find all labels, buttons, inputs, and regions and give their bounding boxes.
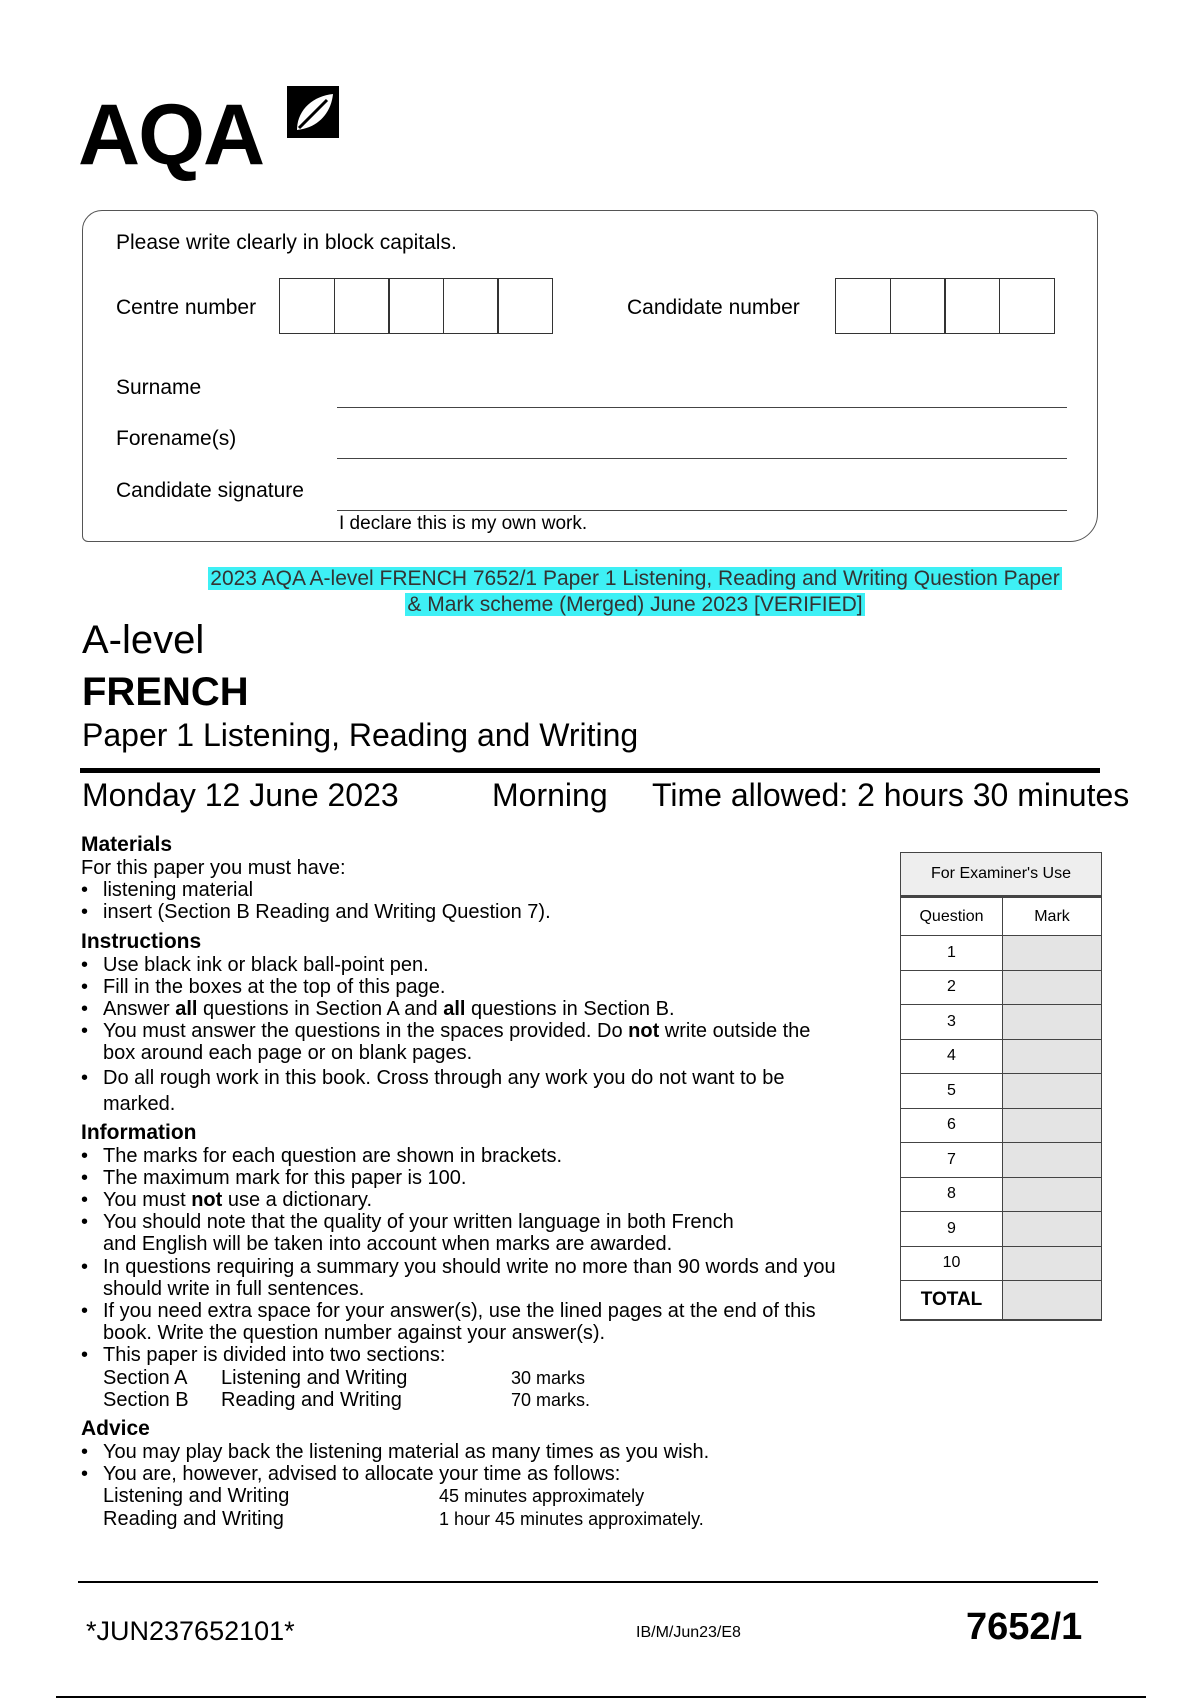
front-page-instructions xyxy=(81,833,881,1530)
allocation-part: Reading and Writing xyxy=(103,1507,284,1530)
section-marks: 70 marks. xyxy=(511,1389,591,1410)
section-name: Section A xyxy=(103,1366,188,1389)
footer-divider xyxy=(78,1581,1098,1583)
digit-box[interactable] xyxy=(334,278,390,334)
question-column-header: Question xyxy=(900,898,1003,935)
materials-intro: For this paper you must have: xyxy=(81,857,346,879)
divider xyxy=(80,768,1100,773)
mark-cell[interactable] xyxy=(1003,1005,1102,1039)
candidate-number-boxes[interactable] xyxy=(835,278,1055,334)
paper-reference: IB/M/Jun23/E8 xyxy=(636,1624,741,1641)
allocation-row xyxy=(103,1508,881,1530)
question-number: 1 xyxy=(900,936,1003,970)
list-item xyxy=(81,998,881,1020)
question-number: 9 xyxy=(900,1212,1003,1246)
page-bottom-border xyxy=(56,1696,1146,1698)
text-run: use a dictionary. xyxy=(222,1189,373,1212)
text-run: You must xyxy=(103,1189,192,1212)
table-row xyxy=(900,1040,1102,1075)
table-row xyxy=(900,1005,1102,1040)
section-row xyxy=(103,1389,881,1411)
mark-cell[interactable] xyxy=(1003,1109,1102,1143)
section-marks: 30 marks xyxy=(511,1367,586,1388)
table-row xyxy=(900,936,1102,971)
question-number: 8 xyxy=(900,1178,1003,1212)
banner-line-1: 2023 AQA A-level FRENCH 7652/1 Paper 1 Listening, Reading and Writing Question Paper xyxy=(210,567,1060,590)
text-run: questions in Section B. xyxy=(465,998,675,1021)
logo-text: AQA xyxy=(78,87,264,183)
surname-label: Surname xyxy=(116,376,202,399)
table-header-row xyxy=(900,896,1102,936)
allocation-time: 1 hour 45 minutes approximately. xyxy=(439,1508,704,1529)
advice-list xyxy=(81,1441,881,1485)
candidate-details-box xyxy=(82,210,1098,542)
title-banner xyxy=(140,566,1130,618)
information-heading: Information xyxy=(81,1120,197,1144)
list-item: • In questions requiring a summary you should write no more than 90 words and you should write in full sentences. xyxy=(81,1256,883,1300)
emphasis: all xyxy=(175,998,198,1021)
text-run: Answer xyxy=(103,998,176,1021)
list-item xyxy=(81,1189,881,1211)
aqa-logo xyxy=(78,80,378,190)
question-number: 5 xyxy=(900,1074,1003,1108)
digit-box[interactable] xyxy=(279,278,335,334)
question-number: 7 xyxy=(900,1143,1003,1177)
mark-cell[interactable] xyxy=(1003,1074,1102,1108)
instructions-heading: Instructions xyxy=(81,929,202,953)
declaration-text: I declare this is my own work. xyxy=(339,513,588,534)
mark-cell[interactable] xyxy=(1003,1247,1102,1281)
section-name: Section B xyxy=(103,1388,189,1411)
time-allocation-table xyxy=(81,1485,881,1529)
digit-box[interactable] xyxy=(999,278,1055,334)
list-item: • Use black ink or black ball-point pen. xyxy=(81,954,881,976)
advice-heading: Advice xyxy=(81,1417,150,1441)
text-run: You must answer the questions in the spaces provided. Do xyxy=(103,1020,629,1043)
list-item: • Do all rough work in this book. Cross through any work you do not want to be marked. xyxy=(81,1065,843,1117)
list-item: • insert (Section B Reading and Writing Question 7). xyxy=(81,901,881,923)
qualification-level: A-level xyxy=(82,618,205,662)
list-item: • Fill in the boxes at the top of this page. xyxy=(81,976,881,998)
table-row xyxy=(900,1212,1102,1247)
exam-date: Monday 12 June 2023 xyxy=(82,777,399,813)
signature-field[interactable] xyxy=(337,510,1067,511)
emphasis: all xyxy=(443,998,466,1021)
exam-session: Morning xyxy=(492,777,608,813)
mark-column-header: Mark xyxy=(1003,898,1102,935)
surname-field[interactable] xyxy=(337,407,1067,408)
table-row xyxy=(900,1109,1102,1144)
section-title: Listening and Writing xyxy=(221,1366,408,1389)
digit-box[interactable] xyxy=(497,278,553,334)
examiners-use-title: For Examiner's Use xyxy=(900,852,1102,896)
emphasis: not xyxy=(628,1020,660,1043)
table-row xyxy=(900,971,1102,1006)
barcode-text: *JUN237652101* xyxy=(86,1616,295,1646)
list-item: • The marks for each question are shown in brackets. xyxy=(81,1145,881,1167)
table-row xyxy=(900,1074,1102,1109)
information-list xyxy=(81,1145,881,1367)
question-number: 4 xyxy=(900,1040,1003,1074)
leaf-icon xyxy=(283,80,343,142)
forenames-label: Forename(s) xyxy=(116,427,237,450)
allocation-part: Listening and Writing xyxy=(103,1485,290,1508)
table-row xyxy=(900,1143,1102,1178)
list-item: • You may play back the listening material as many times as you wish. xyxy=(81,1441,881,1463)
time-allowed: Time allowed: 2 hours 30 minutes xyxy=(652,777,1130,813)
emphasis: not xyxy=(191,1189,223,1212)
list-item: • This paper is divided into two sections: xyxy=(81,1344,881,1366)
examiners-use-table xyxy=(900,852,1102,1321)
mark-cell[interactable] xyxy=(1003,971,1102,1005)
list-item: • You should note that the quality of your written language in both French and English will be taken into account when marks are awarded. xyxy=(81,1211,753,1255)
digit-box[interactable] xyxy=(443,278,499,334)
section-title: Reading and Writing xyxy=(221,1388,402,1411)
subject-title: FRENCH xyxy=(82,670,249,714)
question-number: 6 xyxy=(900,1109,1003,1143)
digit-box[interactable] xyxy=(890,278,946,334)
signature-label: Candidate signature xyxy=(116,479,304,502)
mark-cell[interactable] xyxy=(1003,1040,1102,1074)
materials-heading: Materials xyxy=(81,833,173,856)
mark-cell[interactable] xyxy=(1003,936,1102,970)
table-row xyxy=(900,1247,1102,1282)
table-row xyxy=(900,1178,1102,1213)
mark-cell[interactable] xyxy=(1003,1178,1102,1212)
block-capitals-instruction: Please write clearly in block capitals. xyxy=(116,231,457,254)
digit-box[interactable] xyxy=(835,278,891,334)
forenames-field[interactable] xyxy=(337,458,1067,459)
list-item: • If you need extra space for your answer(s), use the lined pages at the end of this book. Write the question number against your answer(s). xyxy=(81,1300,843,1344)
digit-box[interactable] xyxy=(944,278,1000,334)
centre-number-boxes[interactable] xyxy=(279,278,553,334)
sections-table xyxy=(81,1367,881,1411)
total-label: TOTAL xyxy=(900,1281,1003,1319)
total-mark-cell[interactable] xyxy=(1003,1281,1102,1319)
digit-box[interactable] xyxy=(388,278,444,334)
total-row xyxy=(900,1281,1102,1321)
banner-line-2: & Mark scheme (Merged) June 2023 [VERIFIED] xyxy=(407,593,863,616)
question-number: 10 xyxy=(900,1247,1003,1281)
list-item: • The maximum mark for this paper is 100. xyxy=(81,1167,881,1189)
materials-list xyxy=(81,879,881,923)
list-item xyxy=(81,1020,843,1064)
centre-number-label: Centre number xyxy=(116,296,257,319)
list-item: • You are, however, advised to allocate your time as follows: xyxy=(81,1463,881,1485)
allocation-row xyxy=(103,1485,881,1507)
mark-cell[interactable] xyxy=(1003,1143,1102,1177)
instructions-list xyxy=(81,954,881,1117)
question-number: 2 xyxy=(900,971,1003,1005)
question-number: 3 xyxy=(900,1005,1003,1039)
candidate-number-label: Candidate number xyxy=(627,296,800,319)
text-run: questions in Section A and xyxy=(197,998,444,1021)
allocation-time: 45 minutes approximately xyxy=(439,1486,645,1507)
section-row xyxy=(103,1367,881,1389)
paper-code: 7652/1 xyxy=(966,1606,1083,1648)
mark-cell[interactable] xyxy=(1003,1212,1102,1246)
list-item: • listening material xyxy=(81,879,881,901)
text-run: write outside the box around each page or on blank pages. xyxy=(103,1020,811,1065)
paper-title: Paper 1 Listening, Reading and Writing xyxy=(82,717,639,753)
